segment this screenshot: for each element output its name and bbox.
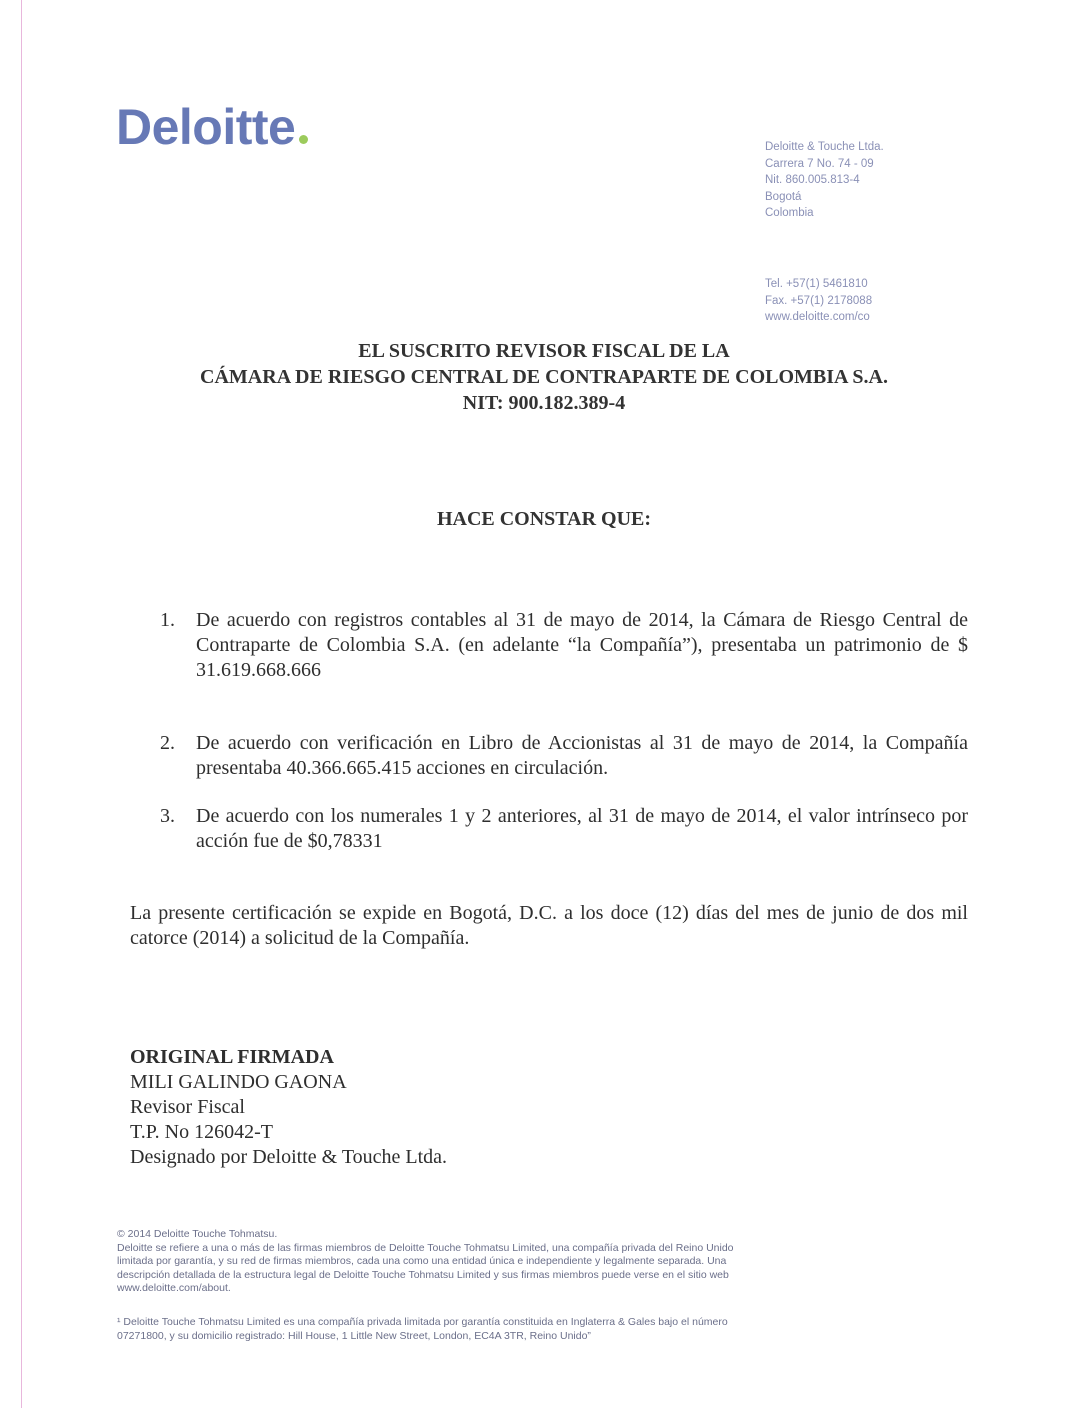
title-line-3: NIT: 900.182.389-4 xyxy=(462,392,626,414)
footer-note: ¹ Deloitte Touche Tohmatsu Limited es una compañía privada limitada por garantía constituida en Inglaterra & Gales bajo el número 07271800, y su domicilio registrado: Hill House, 1 Little New Street, London, EC4A 3TR, Reino Unido” xyxy=(117,1316,728,1342)
signer-name: MILI GALINDO GAONA xyxy=(130,1071,347,1093)
signer-designation: Designado por Deloitte & Touche Ltda. xyxy=(130,1146,448,1168)
item-number: 3. xyxy=(160,805,175,827)
section-heading: HACE CONSTAR QUE: xyxy=(436,508,652,530)
company-contact xyxy=(765,276,872,326)
signer-role: Revisor Fiscal xyxy=(130,1096,245,1118)
logo-text: Deloitte xyxy=(116,99,296,155)
title-line-2: CÁMARA DE RIESGO CENTRAL DE CONTRAPARTE DE COLOMBIA S.A. xyxy=(200,366,888,388)
title-line-1: EL SUSCRITO REVISOR FISCAL DE LA xyxy=(358,340,730,362)
document-title xyxy=(0,338,1088,416)
address-line: Bogotá xyxy=(765,190,802,203)
signature-status: ORIGINAL FIRMADA xyxy=(130,1046,334,1068)
phone-line: Tel. +57(1) 5461810 xyxy=(765,278,868,290)
margin-line xyxy=(21,0,22,1408)
signer-tp: T.P. No 126042-T xyxy=(130,1121,273,1143)
address-line: Nit. 860.005.813-4 xyxy=(765,174,860,186)
item-text: De acuerdo con registros contables al 31 de mayo de 2014, la Cámara de Riesgo Central de Contraparte de Colombia S.A. (en adelante “la Compañía”), presentaba un patrimonio de $ 31.619.668.666 xyxy=(196,609,968,681)
item-number: 1. xyxy=(160,609,175,631)
list-item xyxy=(160,731,968,781)
list-item xyxy=(160,804,968,854)
item-text: De acuerdo con verificación en Libro de Accionistas al 31 de mayo de 2014, la Compañía presentaba 40.366.665.415 acciones en circulación. xyxy=(196,732,968,779)
footer-legal xyxy=(117,1228,757,1296)
address-line: Carrera 7 No. 74 - 09 xyxy=(765,157,874,170)
address-line: Colombia xyxy=(765,207,814,219)
signature-block xyxy=(130,1045,447,1170)
logo-dot-icon xyxy=(299,135,308,144)
address-line: Deloitte & Touche Ltda. xyxy=(765,141,884,153)
footer-copyright: © 2014 Deloitte Touche Tohmatsu. xyxy=(117,1228,278,1240)
deloitte-logo xyxy=(116,99,308,155)
website-line: www.deloitte.com/co xyxy=(765,311,870,323)
footer-paragraph: Deloitte se refiere a una o más de las firmas miembros de Deloitte Touche Tohmatsu Limited, una compañía privada del Reino Unido limitada por garantía, y su red de firmas miembros, cada una como una entidad única e independiente y legalmente separada. Una descripción detallada de la estructura legal de Deloitte Touche Tohmatsu Limited y sus firmas miembros puede verse en el sitio web www.deloitte.com/about. xyxy=(117,1241,734,1294)
item-number: 2. xyxy=(160,732,175,754)
fax-line: Fax. +57(1) 2178088 xyxy=(765,294,873,307)
item-text: De acuerdo con los numerales 1 y 2 anteriores, al 31 de mayo de 2014, el valor intrínseco por acción fue de $0,78331 xyxy=(196,805,968,852)
closing-paragraph: La presente certificación se expide en Bogotá, D.C. a los doce (12) días del mes de junio de dos mil catorce (2014) a solicitud de la Compañía. xyxy=(130,902,968,949)
list-item xyxy=(160,608,968,683)
company-address xyxy=(765,139,884,222)
